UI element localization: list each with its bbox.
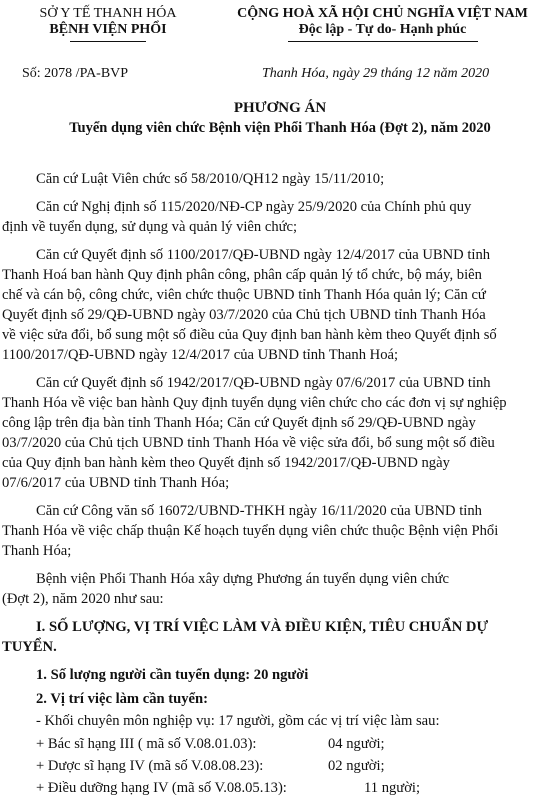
basis-line: Thanh Hoá ban hành Quy định phân công, phân cấp quản lý tổ chức, bộ máy, biên [2, 267, 482, 283]
basis-line: Thanh Hóa về việc chấp thuận Kế hoạch tuyển dụng viên chức thuộc Bệnh viện Phổi [2, 523, 499, 539]
agency-name: SỞ Y TẾ THANH HÓA [39, 6, 177, 21]
intro-line: Bệnh viện Phổi Thanh Hóa xây dựng Phương án tuyển dụng viên chức [36, 571, 449, 587]
basis-line: Căn cứ Quyết định số 1100/2017/QĐ-UBND ngày 12/4/2017 của UBND tỉnh [36, 247, 491, 263]
basis-line: về việc sửa đổi, bổ sung một số điều của Quy định ban hành kèm theo Quyết định số [2, 327, 497, 343]
basis-line: chế và cán bộ, công chức, viên chức thuộc UBND tỉnh Thanh Hóa quản lý; Căn cứ [2, 287, 486, 303]
subsection-heading: 1. Số lượng người cần tuyển dụng: 20 người [36, 667, 309, 683]
hospital-name: BỆNH VIỆN PHỔI [49, 22, 167, 37]
basis-line: Căn cứ Luật Viên chức số 58/2010/QH12 ngày 15/11/2010; [36, 171, 385, 187]
basis-line: Thanh Hóa; [2, 543, 72, 559]
document-title: PHƯƠNG ÁN [233, 100, 327, 116]
block-intro: - Khối chuyên môn nghiệp vụ: 17 người, gồm các vị trí việc làm sau: [36, 713, 440, 729]
position-count: 04 người; [328, 736, 385, 752]
subsection-heading: 2. Vị trí việc làm cần tuyển: [36, 691, 208, 707]
section-heading: I. SỐ LƯỢNG, VỊ TRÍ VIỆC LÀM VÀ ĐIỀU KIỆN, TIÊU CHUẨN DỰ [36, 619, 489, 635]
position-count: 11 người; [364, 780, 421, 796]
basis-line: Quyết định số 29/QĐ-UBND ngày 03/7/2020 của Chủ tịch UBND tỉnh Thanh Hóa [2, 307, 486, 323]
basis-line: Căn cứ Nghị định số 115/2020/NĐ-CP ngày 25/9/2020 của Chính phủ quy [36, 199, 472, 215]
right-header-underline [288, 41, 478, 42]
national-motto: Độc lập - Tự do- Hạnh phúc [298, 22, 467, 37]
section-heading: TUYỂN. [2, 639, 57, 655]
national-title: CỘNG HOÀ XÃ HỘI CHỦ NGHĨA VIỆT NAM [237, 6, 528, 21]
left-header-underline [70, 41, 146, 42]
basis-line: Căn cứ Quyết định số 1942/2017/QĐ-UBND ngày 07/6/2017 của UBND tỉnh [36, 375, 491, 391]
position-label: + Điều dưỡng hạng IV (mã số V.08.05.13): [36, 780, 287, 796]
basis-line: Căn cứ Công văn số 16072/UBND-THKH ngày 16/11/2020 của UBND tỉnh [36, 503, 482, 519]
basis-line: định về tuyển dụng, sử dụng và quản lý viên chức; [2, 219, 298, 235]
basis-line: 07/6/2017 của UBND tỉnh Thanh Hóa; [2, 475, 230, 491]
document-subtitle: Tuyển dụng viên chức Bệnh viện Phổi Thanh Hóa (Đợt 2), năm 2020 [69, 120, 491, 136]
basis-line: công lập trên địa bàn tỉnh Thanh Hóa; Căn cứ Quyết định số 29/QĐ-UBND ngày [2, 415, 476, 431]
position-label: + Dược sĩ hạng IV (mã số V.08.08.23): [36, 758, 264, 774]
document-number: Số: 2078 /PA-BVP [22, 66, 129, 81]
position-count: 02 người; [328, 758, 385, 774]
basis-line: của Quy định ban hành kèm theo Quyết định số 1942/2017/QĐ-UBND ngày [2, 455, 450, 471]
basis-line: 03/7/2020 của Chủ tịch UBND tỉnh Thanh Hóa về việc sửa đổi, bổ sung một số điều [2, 435, 495, 451]
intro-line: (Đợt 2), năm 2020 như sau: [2, 591, 164, 607]
position-label: + Bác sĩ hạng III ( mã số V.08.01.03): [36, 736, 257, 752]
basis-line: Thanh Hóa về việc ban hành Quy định tuyển dụng viên chức cho các đơn vị sự nghiệp [2, 395, 507, 411]
basis-line: 1100/2017/QĐ-UBND ngày 12/4/2017 của UBND tỉnh Thanh Hoá; [2, 347, 399, 363]
place-date: Thanh Hóa, ngày 29 tháng 12 năm 2020 [262, 66, 490, 81]
